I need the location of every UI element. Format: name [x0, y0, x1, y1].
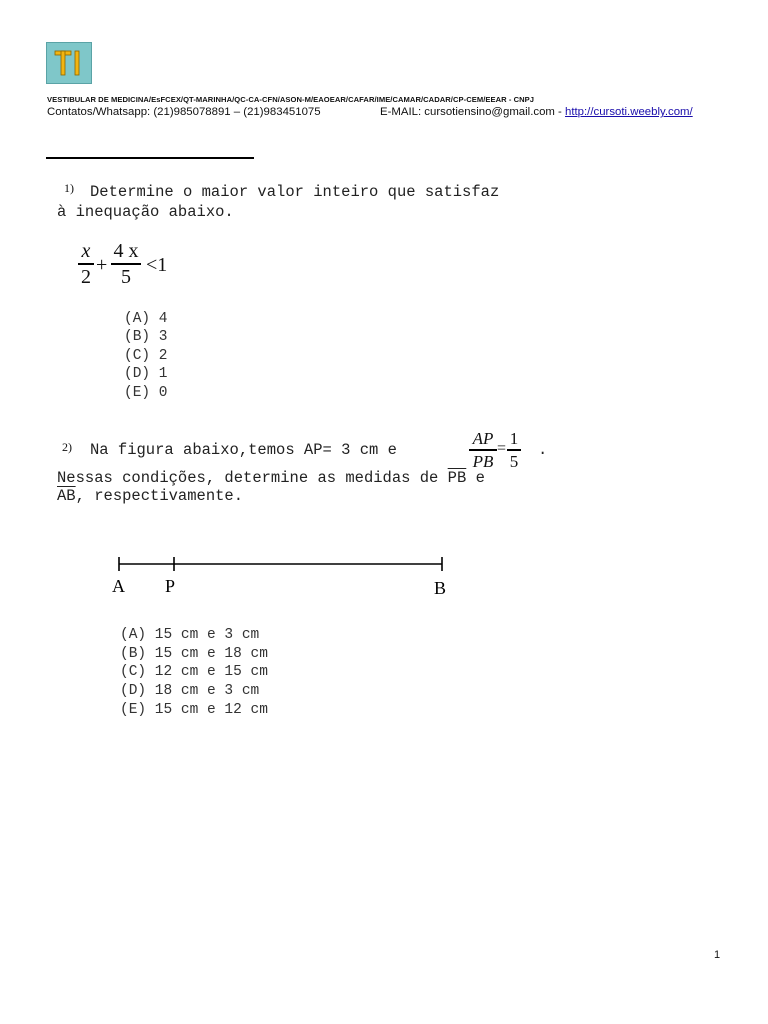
- logo-graphic: [47, 43, 91, 83]
- q1-option-d: (D) 1: [124, 366, 168, 382]
- q2-option-a: (A) 15 cm e 3 cm: [120, 627, 260, 643]
- q2-ratio-rhs: [507, 430, 521, 470]
- q1-option-e: (E) 0: [124, 385, 168, 401]
- q1-option-b: (B) 3: [124, 329, 168, 345]
- email-text: E-MAIL: cursotiensino@gmail.com -: [380, 106, 566, 118]
- header-email: [380, 106, 693, 118]
- q2-line3: [57, 487, 243, 505]
- label-a: A: [112, 576, 125, 596]
- header-contacts: Contatos/Whatsapp: (21)985078891 – (21)983451075: [47, 106, 321, 118]
- q1-frac1-num: x: [81, 240, 91, 262]
- page-number: 1: [714, 949, 721, 961]
- label-b: B: [434, 578, 447, 598]
- q2-line2-b: e: [466, 469, 485, 487]
- label-p: P: [165, 576, 176, 596]
- q1-frac-1: [78, 241, 94, 287]
- q2-ratio-eq: =: [497, 440, 507, 457]
- logo: [46, 42, 92, 84]
- q2-option-b: (B) 15 cm e 18 cm: [120, 646, 268, 662]
- q2-ratio-num: AP: [472, 429, 494, 448]
- q1-frac1-den: 2: [81, 265, 91, 288]
- q1-frac1-bar: [78, 263, 94, 265]
- segment-figure: [100, 540, 470, 615]
- q2-option-c: (C) 12 cm e 15 cm: [120, 664, 268, 680]
- q1-plus: +: [96, 254, 108, 276]
- q2-ratio-rnum: 1: [509, 429, 519, 448]
- header-courses: VESTIBULAR DE MEDICINA/EsFCEX/QT-MARINHA/QC-CA-CFN/ASON-M/EAOEAR/CAFAR/IME/CAMAR/CADAR/CP-CEM/EEAR - CNPJ: [47, 95, 535, 104]
- q2-ratio-bar-lhs: [469, 449, 497, 451]
- q1-frac-2: [111, 241, 141, 287]
- q1-line1: Determine o maior valor inteiro que satisfaz: [90, 183, 500, 201]
- q1-frac2-den: 5: [121, 265, 131, 288]
- q1-option-a: (A) 4: [124, 311, 168, 327]
- q1-number: 1): [64, 181, 74, 195]
- q2-line3-rest: , respectivamente.: [75, 487, 244, 505]
- q2-line1: Na figura abaixo,temos AP= 3 cm e: [90, 441, 397, 459]
- q2-ratio-bar-rhs: [507, 449, 521, 451]
- q2-line2-a: Nessas condições, determine as medidas de: [57, 469, 448, 487]
- q2-number: 2): [62, 440, 72, 454]
- q2-line1-end: .: [538, 441, 548, 459]
- q1-frac2-bar: [111, 263, 141, 265]
- q1-relation: <1: [146, 254, 168, 276]
- q2-ratio-lhs: [469, 430, 497, 470]
- site-link[interactable]: http://cursoti.weebly.com/: [565, 106, 693, 118]
- q2-option-d: (D) 18 cm e 3 cm: [120, 683, 260, 699]
- q2-option-e: (E) 15 cm e 12 cm: [120, 702, 268, 718]
- q1-option-c: (C) 2: [124, 348, 168, 364]
- q2-ratio-rden: 5: [509, 451, 519, 471]
- header-rule: [46, 157, 254, 159]
- q2-segment-ab: $\overline{AB}$: [57, 487, 76, 505]
- q2-line2: [57, 469, 485, 487]
- q2-ratio-den: PB: [472, 451, 494, 471]
- q1-frac2-num: 4 x: [113, 240, 139, 262]
- q1-line2: à inequação abaixo.: [57, 203, 234, 221]
- q2-segment-pb: $\overline{PB}$: [447, 469, 467, 487]
